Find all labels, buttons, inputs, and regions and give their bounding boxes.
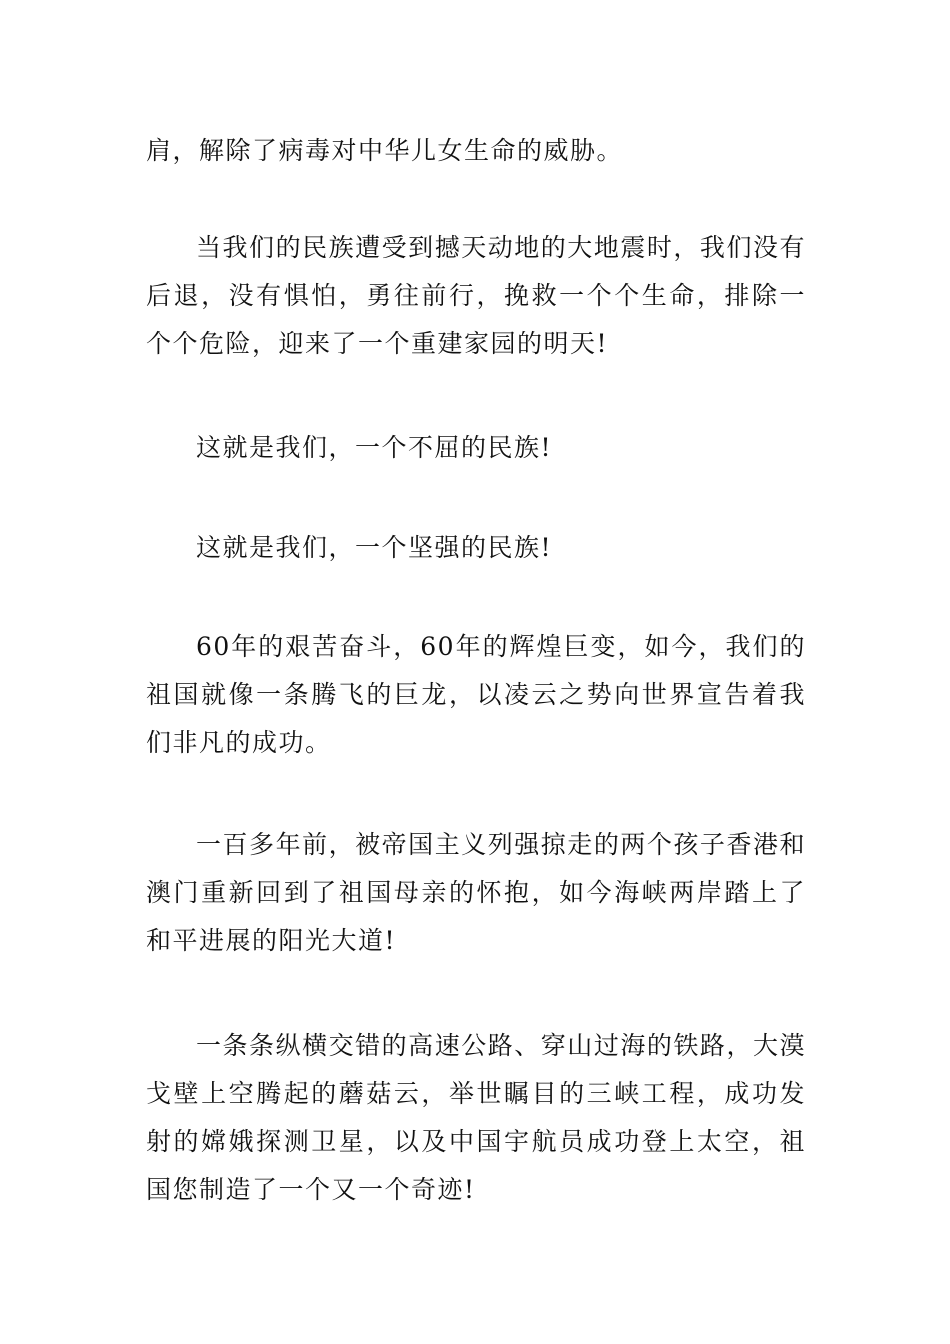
paragraph-earthquake: 当我们的民族遭受到撼天动地的大地震时，我们没有后退，没有惧怕，勇往前行，挽救一个个生命，排除一个个危险，迎来了一个重建家园的明天! <box>146 233 806 358</box>
paragraph-continuation: 肩，解除了病毒对中华儿女生命的威胁。 <box>146 136 624 165</box>
paragraph-achievements: 一条条纵横交错的高速公路、穿山过海的铁路，大漠戈壁上空腾起的蘑菇云，举世瞩目的三峡工程，成功发射的嫦娥探测卫星，以及中国宇航员成功登上太空，祖国您制造了一个又一个奇迹! <box>146 1031 806 1204</box>
paragraph-strong: 这就是我们，一个坚强的民族! <box>196 533 553 562</box>
paragraph-sixty-years: 60年的艰苦奋斗，60年的辉煌巨变，如今，我们的祖国就像一条腾飞的巨龙，以凌云之势向世界宣告着我们非凡的成功。 <box>146 632 806 757</box>
paragraph-unyielding: 这就是我们，一个不屈的民族! <box>196 433 553 462</box>
paragraph-hongkong-macau: 一百多年前，被帝国主义列强掠走的两个孩子香港和澳门重新回到了祖国母亲的怀抱，如今海峡两岸踏上了和平进展的阳光大道! <box>146 830 806 955</box>
